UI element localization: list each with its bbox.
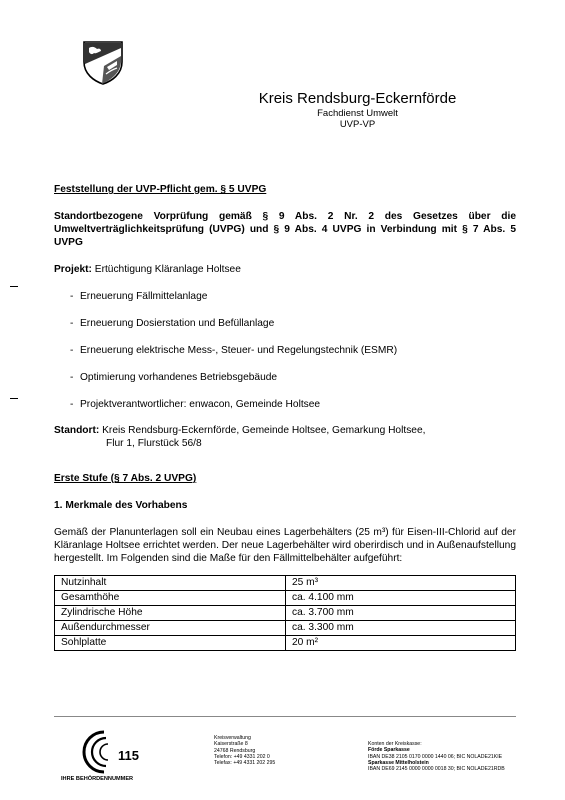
list-item-text: Optimierung vorhandenes Betriebsgebäude (80, 372, 278, 383)
coat-of-arms-logo (80, 40, 126, 86)
footer-divider (54, 716, 516, 717)
footer-bank-line: IBAN DE69 2145 0000 0000 0018 30; BIC NOLADE21RDB (368, 766, 505, 773)
description-paragraph: Gemäß der Planunterlagen soll ein Neubau eines Lagerbehälters (25 m³) für Eisen-III-Chlorid auf der Kläranlage Holtsee errichtet werden. Der neue Lagerbehälter wird oberirdisch und in Außenaufstellung hergestellt. Im Folgenden sind die Maße für den Fällmittelbehälter aufgeführt: (54, 527, 516, 564)
footer-bank-name: Sparkasse Mittelholstein (368, 759, 429, 766)
table-row (55, 636, 516, 651)
footer-address-line: Telefon: +49 4331 202 0 (214, 753, 270, 760)
unit-name: UVP-VP (339, 119, 376, 130)
footer-bank-line: IBAN DE38 2105 0170 0000 1440 06; BIC NOLADE21KIE (368, 753, 503, 760)
location-value: Kreis Rendsburg-Eckernförde, Gemeinde Holtsee, Gemarkung Holtsee, (102, 425, 426, 436)
project-line (54, 263, 516, 276)
list-item (54, 290, 516, 303)
footer-bank-name: Förde Sparkasse (368, 747, 410, 754)
location-block (54, 424, 516, 450)
organization-name: Kreis Rendsburg-Eckernförde (258, 90, 457, 107)
dash-bullet: - (70, 291, 74, 302)
dash-bullet: - (70, 318, 74, 329)
document-body (54, 183, 516, 651)
dimensions-table (54, 575, 516, 651)
location-line-2: Flur 1, Flurstück 56/8 (106, 438, 202, 449)
table-row (55, 576, 516, 591)
dash-bullet: - (70, 399, 74, 410)
letterhead (240, 90, 475, 130)
table-row (55, 621, 516, 636)
table-cell-label: Gesamthöhe (55, 591, 286, 606)
list-item (54, 344, 516, 357)
table-cell-value: ca. 3.700 mm (286, 606, 516, 621)
stage-heading: Erste Stufe (§ 7 Abs. 2 UVPG) (54, 473, 197, 484)
badge-caption: IHRE BEHÖRDENNUMMER (61, 776, 134, 782)
footer-bank-line: Konten der Kreiskasse: (368, 741, 422, 747)
list-item-text: Projektverantwortlicher: enwacon, Gemeinde Holtsee (80, 399, 321, 410)
table-cell-value: ca. 3.300 mm (286, 621, 516, 636)
location-label: Standort: (54, 425, 100, 436)
location-line-1 (54, 424, 516, 437)
table-cell-label: Nutzinhalt (55, 576, 286, 591)
table-cell-label: Zylindrische Höhe (55, 606, 286, 621)
footer-address-line: 24768 Rendsburg (214, 747, 256, 754)
table-cell-value: 25 m³ (286, 576, 516, 591)
badge-number: 115 (118, 748, 139, 763)
footer-bank (368, 741, 538, 772)
authority-number-badge-logo (60, 728, 142, 784)
document-subheading: Standortbezogene Vorprüfung gemäß § 9 Abs. 2 Nr. 2 des Gesetzes über die Umweltverträglichkeitsprüfung (UVPG) und § 9 Abs. 4 UVPG in Verbindung mit § 7 Abs. 5 UVPG (54, 211, 516, 248)
footer-address-line: Telefax: +49 4331 202 295 (214, 760, 276, 767)
project-items-list (54, 290, 516, 411)
table-cell-label: Sohlplatte (55, 636, 286, 651)
project-value: Ertüchtigung Kläranlage Holtsee (94, 264, 241, 275)
footer-address (214, 735, 324, 766)
document-heading: Feststellung der UVP-Pflicht gem. § 5 UVPG (54, 184, 267, 195)
fold-mark (10, 286, 18, 287)
footer-address-line: Kreisverwaltung (214, 735, 251, 741)
project-label: Projekt: (54, 264, 92, 275)
footer-address-line: Kaiserstraße 8 (214, 741, 248, 748)
list-item (54, 398, 516, 411)
section-heading: 1. Merkmale des Vorhabens (54, 500, 188, 511)
table-row (55, 606, 516, 621)
dash-bullet: - (70, 372, 74, 383)
department-name: Fachdienst Umwelt (317, 108, 398, 119)
table-row (55, 591, 516, 606)
table-cell-value: ca. 4.100 mm (286, 591, 516, 606)
list-item (54, 317, 516, 330)
list-item (54, 371, 516, 384)
list-item-text: Erneuerung Fällmittelanlage (80, 291, 208, 302)
list-item-text: Erneuerung Dosierstation und Befüllanlage (80, 318, 275, 329)
table-cell-label: Außendurchmesser (55, 621, 286, 636)
dash-bullet: - (70, 345, 74, 356)
punch-mark (10, 398, 18, 399)
list-item-text: Erneuerung elektrische Mess-, Steuer- und Regelungstechnik (ESMR) (80, 345, 398, 356)
table-cell-value: 20 m² (286, 636, 516, 651)
